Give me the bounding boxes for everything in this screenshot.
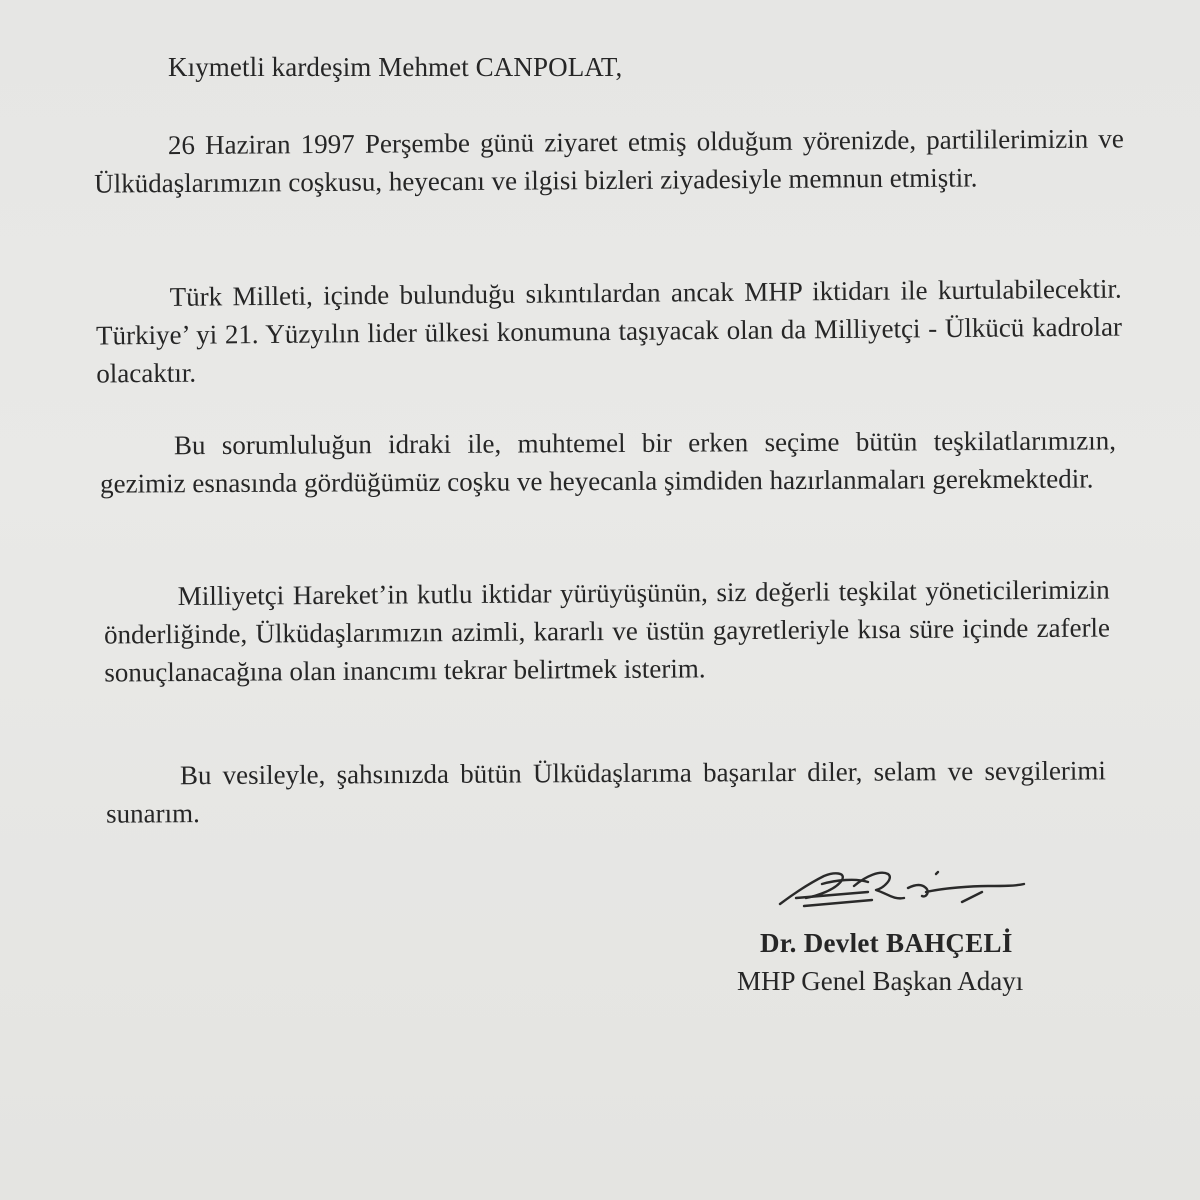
signer-title: MHP Genel Başkan Adayı: [737, 966, 1024, 996]
paragraph-5: Bu vesileyle, şahsınızda bütün Ülküdaşlarıma başarılar diler, selam ve sevgilerimi sunarım.: [106, 755, 1106, 829]
salutation: Kıymetli kardeşim Mehmet CANPOLAT,: [168, 52, 623, 82]
handwritten-signature: [776, 862, 1036, 912]
paragraph-3: Bu sorumluluğun idraki ile, muhtemel bir erken seçime bütün teşkilatlarımızın, gezimiz esnasında gördüğümüz coşku ve heyecanla şimdiden hazırlanmaları gerekmektedir.: [100, 425, 1116, 499]
signer-name: Dr. Devlet BAHÇELİ: [760, 928, 1013, 958]
paragraph-1: 26 Haziran 1997 Perşembe günü ziyaret etmiş olduğum yörenizde, partililerimizin ve Ülküdaşlarımızın coşkusu, heyecanı ve ilgisi bizleri ziyadesiyle memnun etmiştir.: [94, 123, 1124, 199]
paragraph-2: Türk Milleti, içinde bulunduğu sıkıntılardan ancak MHP iktidarı ile kurtulabilecektir. Türkiye’ yi 21. Yüzyılın lider ülkesi konumuna taşıyacak olan da Milliyetçi - Ülkücü kadrolar olacaktır.: [95, 273, 1123, 389]
paragraph-4: Milliyetçi Hareket’in kutlu iktidar yürüyüşünün, siz değerli teşkilat yöneticilerimizin önderliğinde, Ülküdaşlarımızın azimli, kararlı ve üstün gayretleriyle kısa süre içinde zaferle sonuçlanacağına olan inancımı tekrar belirtmek isterim.: [103, 574, 1111, 688]
